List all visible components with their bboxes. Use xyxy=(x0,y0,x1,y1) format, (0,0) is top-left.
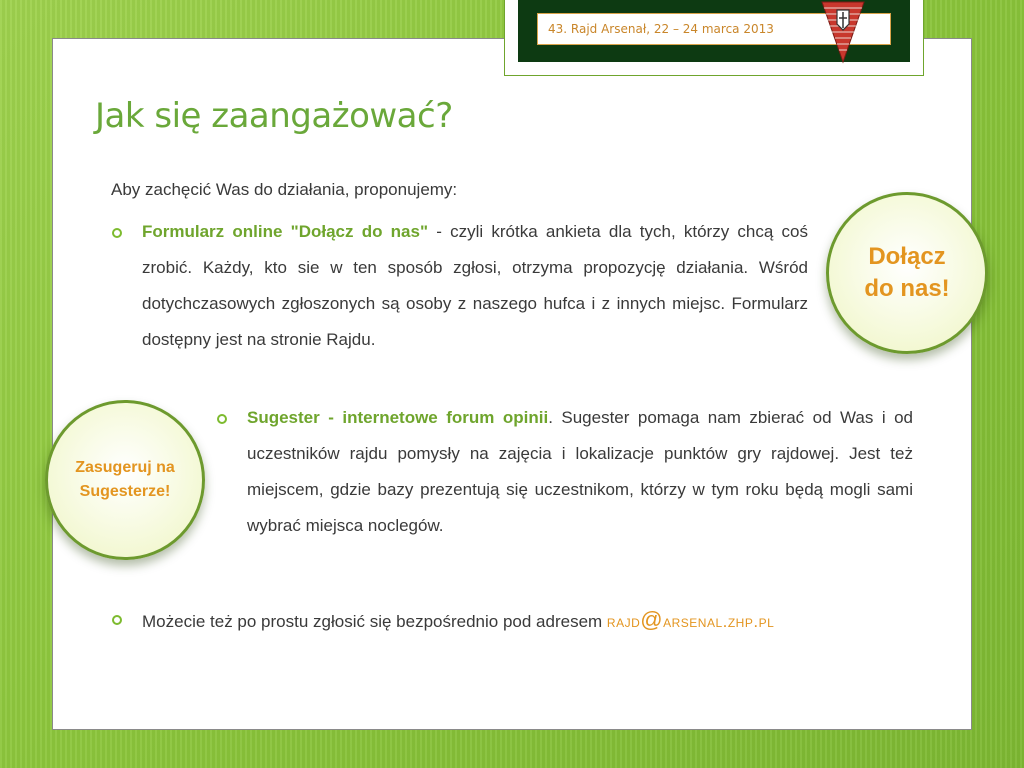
join-us-badge[interactable] xyxy=(826,192,988,354)
suggest-badge[interactable] xyxy=(45,400,205,560)
form-link-text[interactable]: Formularz online "Dołącz do nas" xyxy=(142,222,429,241)
list-item-sugester xyxy=(247,400,913,544)
page-title: Jak się zaangażować? xyxy=(95,96,453,136)
suggest-label: Zasugeruj na Sugesterze! xyxy=(75,459,175,500)
intro-text: Aby zachęcić Was do działania, proponujemy: xyxy=(111,180,458,199)
scouting-cross-emblem-icon xyxy=(818,0,868,64)
email-domain: arsenal.zhp.pl xyxy=(663,612,775,631)
bullet-icon xyxy=(112,615,122,625)
header-label: 43. Rajd Arsenał, 22 – 24 marca 2013 xyxy=(537,13,891,45)
join-us-label: Dołącz do nas! xyxy=(864,243,950,302)
sugester-link-text[interactable]: Sugester - internetowe forum opinii xyxy=(247,408,549,427)
email-user: rajd xyxy=(606,612,641,631)
contact-text: Możecie też po prostu zgłosić się bezpośrednio pod adresem xyxy=(142,612,607,631)
bullet-icon xyxy=(112,228,122,238)
sugester-description: . Sugester pomaga nam zbierać od Was i od uczestników rajdu pomysły na zajęcia i lokalizacje punktów gry rajdowej. Jest też miejscem, gdzie bazy prezentują się uczestnikom, którzy w tym roku będą mogli sami wybrać miejsca noclegów. xyxy=(247,408,913,535)
email-link[interactable] xyxy=(606,607,775,632)
list-item-form xyxy=(142,214,808,358)
bullet-icon xyxy=(217,414,227,424)
list-item-contact xyxy=(142,602,902,640)
form-description: - czyli krótka ankieta dla tych, którzy chcą coś zrobić. Każdy, kto sie w ten sposób zgłosi, otrzyma propozycję działania. Wśród dotychczasowych zgłoszonych są osoby z naszego hufca i z innych miejsc. Formularz dostępny jest na stronie Rajdu. xyxy=(142,222,808,349)
email-at: @ xyxy=(640,607,664,632)
